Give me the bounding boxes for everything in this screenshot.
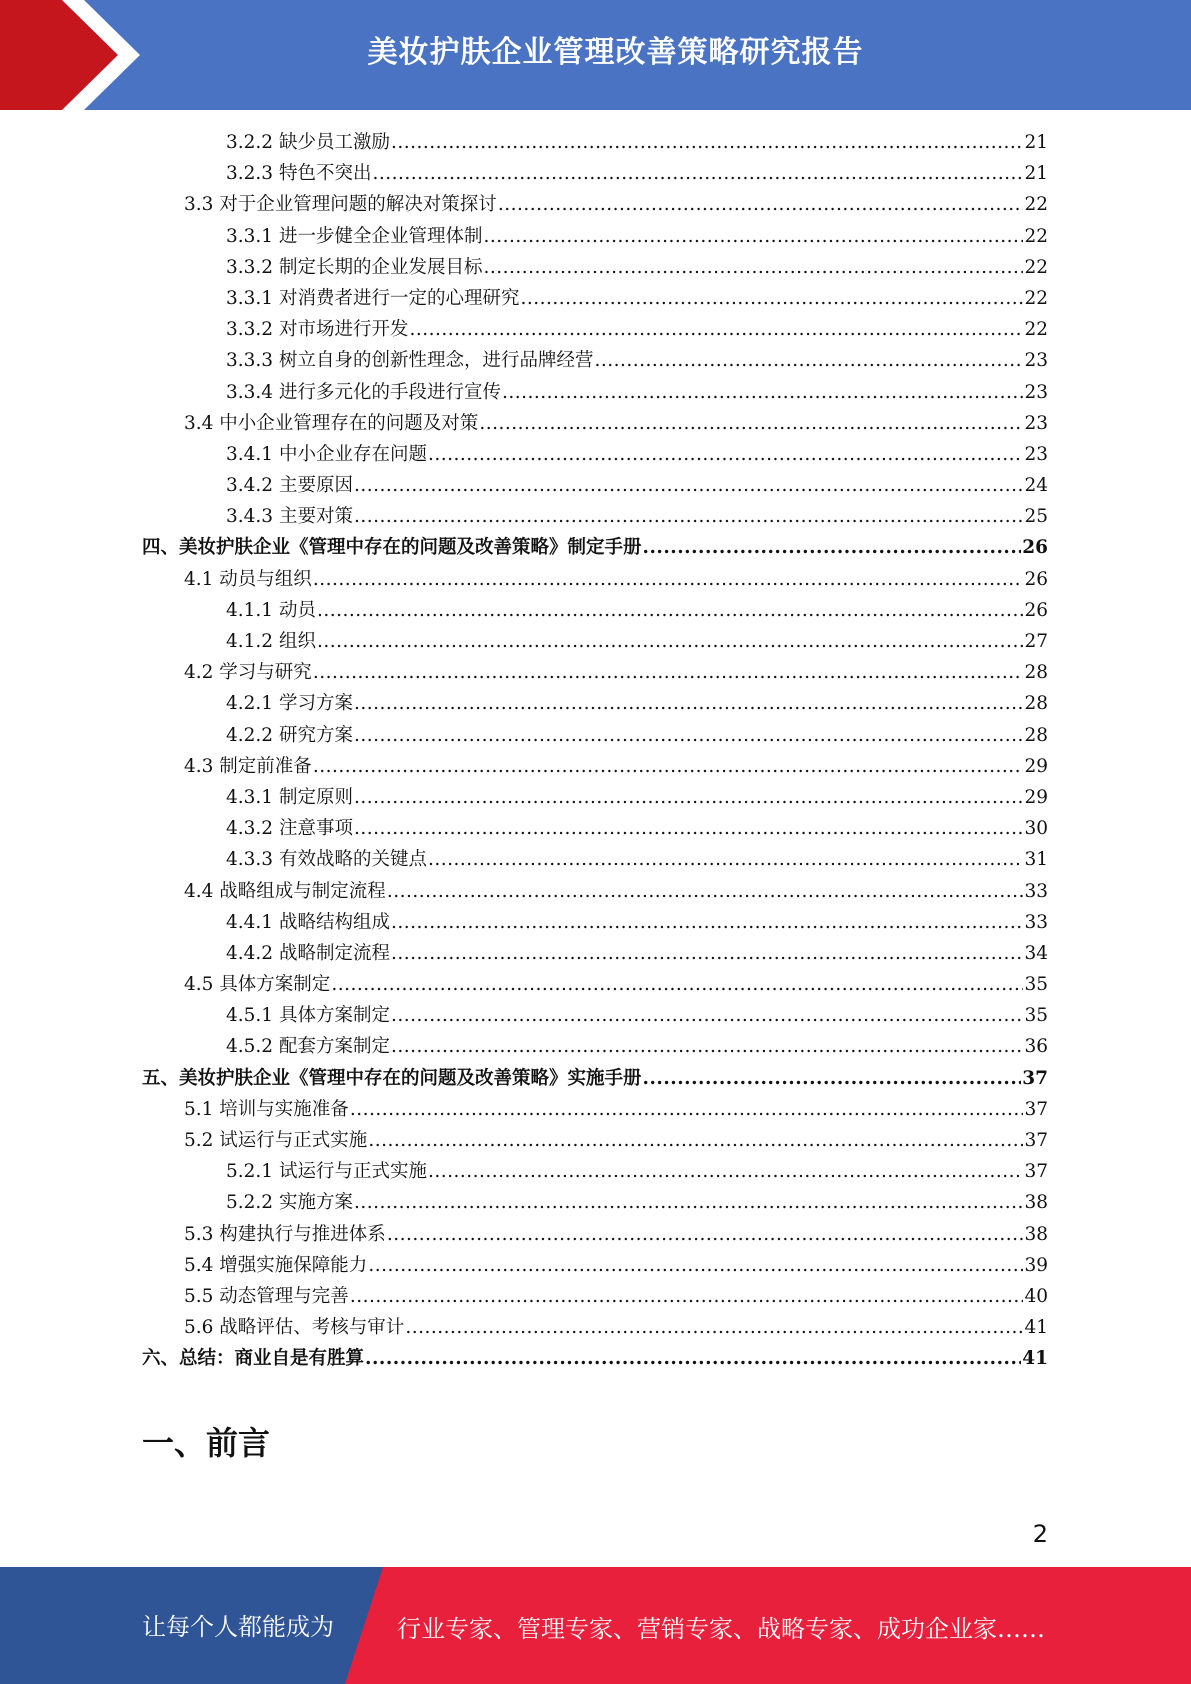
toc-entry[interactable] xyxy=(142,844,1048,875)
toc-entry[interactable] xyxy=(142,314,1048,345)
toc-entry-page: 37 xyxy=(1024,1130,1048,1151)
toc-dot-leader xyxy=(313,751,1024,782)
toc-entry-label: 5.3 构建执行与推进体系 xyxy=(184,1223,386,1245)
toc-entry[interactable] xyxy=(142,1312,1048,1343)
toc-entry[interactable] xyxy=(142,189,1048,220)
toc-dot-leader xyxy=(483,221,1023,252)
toc-entry-page: 28 xyxy=(1024,662,1048,684)
toc-dot-leader xyxy=(391,1031,1023,1062)
toc-dot-leader xyxy=(372,158,1023,189)
toc-entry-label: 3.4.2 主要原因 xyxy=(226,475,353,497)
toc-entry-page: 37 xyxy=(1024,1161,1048,1183)
toc-entry-label: 5.4 增强实施保障能力 xyxy=(184,1254,368,1276)
toc-entry[interactable] xyxy=(142,252,1048,283)
toc-entry-page: 38 xyxy=(1024,1192,1048,1214)
toc-entry[interactable] xyxy=(142,408,1048,439)
toc-entry-page: 22 xyxy=(1024,256,1048,278)
toc-entry-page: 22 xyxy=(1024,225,1048,247)
table-of-contents xyxy=(142,127,1048,1375)
toc-dot-leader xyxy=(483,252,1023,283)
toc-entry-page: 39 xyxy=(1024,1254,1048,1276)
toc-entry[interactable] xyxy=(142,907,1048,938)
toc-dot-leader xyxy=(428,844,1023,875)
toc-dot-leader xyxy=(391,1000,1023,1031)
toc-entry-page: 21 xyxy=(1024,132,1048,153)
toc-entry-label: 4.3 制定前准备 xyxy=(184,755,312,777)
toc-entry-page: 35 xyxy=(1024,974,1048,996)
toc-entry-label: 3.3.1 对消费者进行一定的心理研究 xyxy=(226,287,520,309)
toc-entry-label: 5.6 战略评估、考核与审计 xyxy=(184,1317,405,1339)
toc-entry[interactable] xyxy=(142,626,1048,657)
page-header xyxy=(0,0,1191,110)
footer-slogan-right: 行业专家、管理专家、营销专家、战略专家、成功企业家…… xyxy=(397,1615,1045,1643)
toc-dot-leader xyxy=(391,907,1023,938)
toc-entry-label: 4.3.3 有效战略的关键点 xyxy=(226,849,427,871)
toc-entry-label: 3.3.3 树立自身的创新性理念，进行品牌经营 xyxy=(226,350,594,372)
toc-entry[interactable] xyxy=(142,158,1048,189)
toc-entry-page: 38 xyxy=(1024,1223,1048,1245)
toc-entry[interactable] xyxy=(142,657,1048,688)
page-footer xyxy=(0,1567,1191,1684)
toc-dot-leader xyxy=(354,720,1024,751)
toc-entry-label: 4.5.2 配套方案制定 xyxy=(226,1036,390,1058)
toc-dot-leader xyxy=(354,813,1024,844)
toc-entry-page: 33 xyxy=(1024,911,1048,933)
toc-entry-page: 34 xyxy=(1024,942,1048,964)
toc-entry-label: 4.3.2 注意事项 xyxy=(226,818,353,840)
toc-entry[interactable] xyxy=(142,813,1048,844)
section-heading: 一、前言 xyxy=(142,1424,271,1462)
toc-dot-leader xyxy=(354,501,1024,532)
toc-entry[interactable] xyxy=(142,1000,1048,1031)
toc-entry-label: 5.2 试运行与正式实施 xyxy=(184,1130,368,1151)
toc-entry-page: 28 xyxy=(1024,724,1048,746)
toc-dot-leader xyxy=(354,470,1024,501)
toc-entry-label: 4.5 具体方案制定 xyxy=(184,974,331,996)
toc-dot-leader xyxy=(387,1219,1024,1250)
toc-entry[interactable] xyxy=(142,1187,1048,1218)
toc-entry[interactable] xyxy=(142,127,1048,158)
toc-entry-page: 23 xyxy=(1024,443,1048,465)
toc-dot-leader xyxy=(391,127,1023,158)
toc-entry[interactable] xyxy=(142,876,1048,907)
toc-entry-page: 23 xyxy=(1024,350,1048,372)
toc-entry[interactable] xyxy=(142,720,1048,751)
toc-entry-page: 26 xyxy=(1024,568,1048,590)
toc-entry-label: 四、美妆护肤企业《管理中存在的问题及改善策略》制定手册 xyxy=(142,537,642,559)
toc-entry[interactable] xyxy=(142,1156,1048,1187)
toc-entry-label: 六、总结：商业自是有胜算 xyxy=(142,1348,365,1370)
toc-entry-page: 27 xyxy=(1024,631,1048,652)
toc-entry[interactable] xyxy=(142,439,1048,470)
toc-dot-leader xyxy=(428,439,1023,470)
toc-dot-leader xyxy=(594,345,1023,376)
toc-entry[interactable] xyxy=(142,501,1048,532)
toc-entry-label: 5.5 动态管理与完善 xyxy=(184,1285,349,1307)
toc-entry-label: 3.4 中小企业管理存在的问题及对策 xyxy=(184,412,479,434)
document-title: 美妆护肤企业管理改善策略研究报告 xyxy=(367,35,864,70)
toc-entry-label: 3.2.3 特色不突出 xyxy=(226,163,372,185)
toc-dot-leader xyxy=(354,782,1024,813)
toc-entry-label: 3.2.2 缺少员工激励 xyxy=(226,132,390,153)
toc-dot-leader xyxy=(313,657,1024,688)
toc-entry[interactable] xyxy=(142,1343,1048,1374)
toc-entry[interactable] xyxy=(142,470,1048,501)
toc-entry-label: 4.5.1 具体方案制定 xyxy=(226,1005,390,1027)
toc-entry-label: 5.1 培训与实施准备 xyxy=(184,1098,349,1120)
toc-entry-page: 40 xyxy=(1024,1285,1048,1307)
toc-entry-label: 4.1.2 组织 xyxy=(226,631,316,652)
toc-entry-label: 4.1 动员与组织 xyxy=(184,568,312,590)
toc-entry-label: 五、美妆护肤企业《管理中存在的问题及改善策略》实施手册 xyxy=(142,1067,642,1089)
toc-entry[interactable] xyxy=(142,564,1048,595)
toc-entry-page: 29 xyxy=(1024,755,1048,777)
toc-dot-leader xyxy=(365,1343,1021,1374)
toc-entry-label: 5.2.1 试运行与正式实施 xyxy=(226,1161,427,1183)
toc-entry[interactable] xyxy=(142,782,1048,813)
toc-entry-page: 25 xyxy=(1024,506,1048,528)
toc-dot-leader xyxy=(520,283,1023,314)
toc-entry[interactable] xyxy=(142,1125,1048,1156)
toc-dot-leader xyxy=(313,564,1024,595)
toc-dot-leader xyxy=(391,938,1023,969)
toc-dot-leader xyxy=(350,1094,1024,1125)
toc-entry-label: 4.4.1 战略结构组成 xyxy=(226,911,390,933)
toc-dot-leader xyxy=(368,1250,1023,1281)
toc-entry-label: 4.3.1 制定原则 xyxy=(226,786,353,808)
toc-dot-leader xyxy=(350,1281,1024,1312)
toc-dot-leader xyxy=(354,688,1024,719)
toc-entry-page: 23 xyxy=(1024,381,1048,403)
toc-dot-leader xyxy=(368,1125,1023,1156)
toc-dot-leader xyxy=(479,408,1023,439)
toc-entry[interactable] xyxy=(142,1063,1048,1094)
toc-entry-label: 3.4.3 主要对策 xyxy=(226,506,353,528)
toc-dot-leader xyxy=(387,876,1024,907)
toc-entry[interactable] xyxy=(142,1031,1048,1062)
toc-entry-page: 22 xyxy=(1024,194,1048,216)
toc-entry-label: 5.2.2 实施方案 xyxy=(226,1192,353,1214)
toc-entry[interactable] xyxy=(142,969,1048,1000)
toc-dot-leader xyxy=(428,1156,1023,1187)
toc-entry-page: 22 xyxy=(1024,287,1048,309)
toc-entry-label: 3.3.2 对市场进行开发 xyxy=(226,319,409,341)
toc-entry-page: 24 xyxy=(1024,475,1048,497)
toc-entry[interactable] xyxy=(142,283,1048,314)
toc-dot-leader xyxy=(331,969,1023,1000)
toc-entry[interactable] xyxy=(142,1094,1048,1125)
toc-dot-leader xyxy=(643,532,1022,563)
toc-entry-page: 22 xyxy=(1024,319,1048,341)
toc-entry-page: 21 xyxy=(1024,163,1048,185)
toc-entry-page: 36 xyxy=(1024,1036,1048,1058)
toc-dot-leader xyxy=(317,595,1024,626)
toc-entry[interactable] xyxy=(142,1219,1048,1250)
toc-entry[interactable] xyxy=(142,345,1048,376)
toc-entry-page: 26 xyxy=(1022,537,1048,559)
footer-slogan-left: 让每个人都能成为 xyxy=(142,1613,334,1641)
toc-entry-page: 26 xyxy=(1024,599,1048,621)
toc-entry-page: 29 xyxy=(1024,786,1048,808)
toc-dot-leader xyxy=(643,1063,1022,1094)
toc-entry-label: 3.4.1 中小企业存在问题 xyxy=(226,443,427,465)
toc-entry-page: 37 xyxy=(1022,1067,1048,1089)
toc-entry[interactable] xyxy=(142,938,1048,969)
toc-entry-page: 28 xyxy=(1024,693,1048,715)
toc-entry-page: 37 xyxy=(1024,1098,1048,1120)
toc-entry[interactable] xyxy=(142,751,1048,782)
toc-entry-label: 4.2.2 研究方案 xyxy=(226,724,353,746)
toc-dot-leader xyxy=(317,626,1024,657)
toc-dot-leader xyxy=(354,1187,1024,1218)
toc-entry-label: 4.4 战略组成与制定流程 xyxy=(184,880,386,902)
toc-entry-label: 3.3.1 进一步健全企业管理体制 xyxy=(226,225,483,247)
toc-entry-page: 23 xyxy=(1024,412,1048,434)
toc-entry[interactable] xyxy=(142,595,1048,626)
toc-entry-label: 3.3.2 制定长期的企业发展目标 xyxy=(226,256,483,278)
toc-entry-page: 41 xyxy=(1024,1317,1048,1339)
toc-entry-label: 3.3 对于企业管理问题的解决对策探讨 xyxy=(184,194,497,216)
toc-entry-label: 4.1.1 动员 xyxy=(226,599,316,621)
toc-entry-page: 35 xyxy=(1024,1005,1048,1027)
toc-entry-page: 33 xyxy=(1024,880,1048,902)
toc-entry-page: 30 xyxy=(1024,818,1048,840)
toc-dot-leader xyxy=(498,189,1024,220)
toc-entry-page: 31 xyxy=(1024,849,1048,871)
toc-entry-label: 3.3.4 进行多元化的手段进行宣传 xyxy=(226,381,501,403)
toc-entry-label: 4.2 学习与研究 xyxy=(184,662,312,684)
page-number: 2 xyxy=(1032,1520,1048,1548)
toc-dot-leader xyxy=(502,377,1023,408)
toc-entry[interactable] xyxy=(142,1281,1048,1312)
toc-dot-leader xyxy=(405,1312,1023,1343)
toc-entry[interactable] xyxy=(142,688,1048,719)
toc-entry-label: 4.2.1 学习方案 xyxy=(226,693,353,715)
toc-entry[interactable] xyxy=(142,1250,1048,1281)
toc-entry[interactable] xyxy=(142,532,1048,563)
toc-entry[interactable] xyxy=(142,377,1048,408)
toc-entry-page: 41 xyxy=(1022,1348,1048,1370)
toc-entry[interactable] xyxy=(142,221,1048,252)
toc-dot-leader xyxy=(409,314,1023,345)
toc-entry-label: 4.4.2 战略制定流程 xyxy=(226,942,390,964)
